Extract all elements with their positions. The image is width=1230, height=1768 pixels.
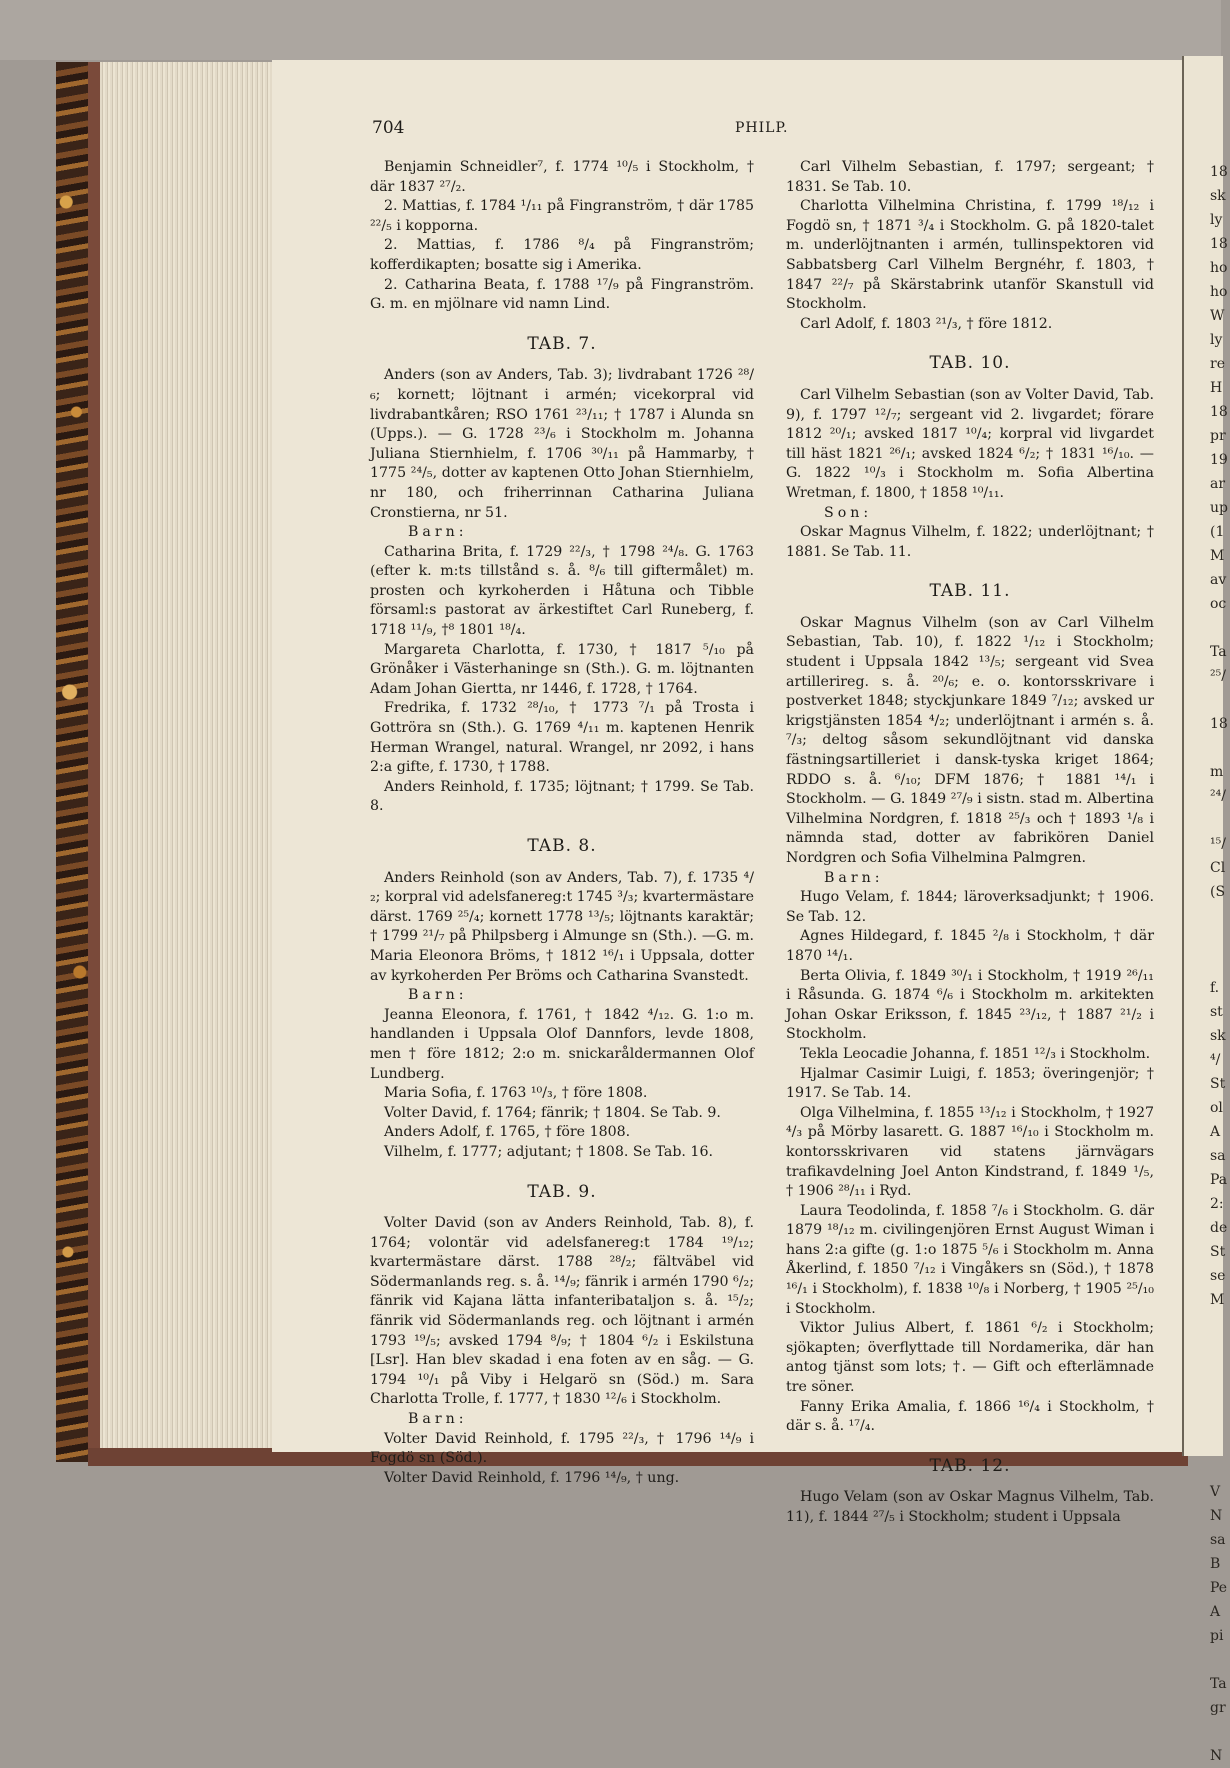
genealogy-entry: 2. Mattias, f. 1786 ⁸/₄ på Fingranström; kofferdikapten; bosatte sig i Amerika. bbox=[370, 237, 754, 273]
facing-page-fragment: ⁴/ bbox=[1210, 1052, 1221, 1068]
facing-page-fragment: Cl bbox=[1210, 860, 1226, 876]
facing-page-fragment bbox=[1210, 952, 1230, 976]
facing-page-fragment: sa bbox=[1210, 1532, 1226, 1548]
children-label: Barn: bbox=[824, 869, 884, 886]
genealogy-entry: Hugo Velam (son av Oskar Magnus Vilhelm, Tab. 11), f. 1844 ²⁷/₅ i Stockholm; student i Uppsala bbox=[786, 1489, 1154, 1525]
table-heading: TAB. 8. bbox=[527, 836, 597, 856]
genealogy-entry: Viktor Julius Albert, f. 1861 ⁶/₂ i Stockholm; sjökapten; överflyttade till Nordamerika, där han antog tjänst som lots; †. — Gift och efterlämnade tre söner. bbox=[786, 1320, 1154, 1396]
genealogy-entry: Vilhelm, f. 1777; adjutant; † 1808. Se Tab. 16. bbox=[384, 1143, 713, 1160]
facing-page-fragment: re bbox=[1210, 356, 1225, 372]
facing-page-fragment: sa bbox=[1210, 1148, 1226, 1164]
facing-page-fragment: av bbox=[1210, 572, 1227, 588]
facing-page-fragment: ly bbox=[1210, 332, 1223, 348]
facing-page-fragment: sk bbox=[1210, 1028, 1226, 1044]
genealogy-entry: 2. Catharina Beata, f. 1788 ¹⁷/₉ på Fingranström. G. m. en mjölnare vid namn Lind. bbox=[370, 276, 754, 313]
facing-page-fragment: Ta bbox=[1210, 1676, 1227, 1692]
genealogy-entry: Carl Vilhelm Sebastian (son av Volter David, Tab. 9), f. 1797 ¹²/₇; sergeant vid 2. livgardet; förare 1812 ²⁰/₁; avsked 1817 ¹⁰/₄; korpral vid livgardet till häst 1821 ²⁶/₁; avsked 1824 ⁶/₂; † 1831 ¹⁶/₁₀. — G. 1822 ¹⁰/₃ i Stockholm m. Sofia Albertina Wretman, f. 1800, † 1858 ¹⁰/₁₁. bbox=[786, 386, 1154, 501]
facing-page-fragment: oc bbox=[1210, 596, 1227, 612]
genealogy-entry: Anders (son av Anders, Tab. 3); livdrabant 1726 ²⁸/₆; kornett; löjtnant i armén; vicekorpral vid livdrabantkåren; RSO 1761 ²³/₁₁; † 1787 i Alunda sn (Upps.). — G. 1728 ²³/₆ i Stockholm m. Johanna Juliana Stiernhielm, f. 1706 ³⁰/₁₁ på Hammarby, † 1775 ²⁴/₅, dotter av kaptenen Otto Johan Stiernhielm, nr 180, och friherrinnan Catharina Juliana Cronstierna, nr 51. bbox=[370, 367, 754, 521]
genealogy-entry: Catharina Brita, f. 1729 ²²/₃, † 1798 ²⁴/₈. G. 1763 (efter k. m:ts tillstånd s. å. ⁸/₆ till giftermålet) m. prosten och kyrkoherden i Håtuna och Tibble församl:s pastorat av ärkestiftet Carl Runeberg, f. 1718 ¹¹/₉, †⁸ 1801 ¹⁸/₄. bbox=[370, 543, 754, 639]
genealogy-entry: Agnes Hildegard, f. 1845 ²/₈ i Stockholm, † där 1870 ¹⁴/₁. bbox=[786, 928, 1154, 964]
genealogy-entry: Oskar Magnus Vilhelm (son av Carl Vilhelm Sebastian, Tab. 10), f. 1822 ¹/₁₂ i Stockholm; student i Uppsala 1842 ¹³/₅; sergeant vid Svea artillerireg. s. å. ²⁰/₆; e. o. kontorsskrivare i postverket 1848; styckjunkare 1849 ⁷/₁₂; avsked ur krigstjänsten 1854 ⁴/₂; underlöjtnant i armén s. å. ⁷/₃; deltog såsom sekundlöjtnant vid danska fästningsartilleriet i dansk-tyska kriget 1864; RDDO s. å. ⁶/₁₀; DFM 1876; † 1881 ¹⁴/₁ i Stockholm. — G. 1849 ²⁷/₉ i sistn. stad m. Albertina Vilhelmina Nordgren, f. 1818 ²⁵/₃ och † 1893 ¹/₈ i nämnda stad, dotter av fabrikören Daniel Nordgren och Sofia Vilhelmina Palmgren. bbox=[786, 614, 1154, 866]
facing-page-fragment bbox=[1210, 688, 1230, 712]
facing-page-fragment: N bbox=[1210, 1508, 1223, 1524]
facing-page-fragment: ²⁴/ bbox=[1210, 788, 1226, 804]
right-text-column bbox=[786, 158, 1154, 1528]
facing-page-fragment bbox=[1210, 1312, 1230, 1336]
facing-page-fragment bbox=[1210, 904, 1230, 928]
children-label: Barn: bbox=[408, 524, 468, 541]
facing-page-fragment: ²⁵/ bbox=[1210, 668, 1226, 684]
facing-page-fragment: pi bbox=[1210, 1628, 1224, 1644]
facing-page-fragment: St bbox=[1210, 1244, 1226, 1260]
facing-page-fragment: 19 bbox=[1210, 452, 1228, 468]
genealogy-entry: Carl Adolf, f. 1803 ²¹/₃, † före 1812. bbox=[800, 315, 1053, 332]
genealogy-entry: Anders Reinhold (son av Anders, Tab. 7), f. 1735 ⁴/₂; korpral vid adelsfanereg:t 1745 ³/₃; kvartermästare därst. 1769 ²⁵/₄; kornett 1778 ¹³/₅; löjtnants karaktär; † 1799 ²¹/₇ på Philpsberg i Almunge sn (Sth.). —G. m. Maria Eleonora Bröms, † 1812 ¹⁶/₁ i Uppsala, dotter av kyrkoherden Per Bröms och Catharina Svanstedt. bbox=[370, 869, 754, 984]
facing-page-fragment bbox=[1210, 1360, 1230, 1384]
genealogy-entry: 2. Mattias, f. 1784 ¹/₁₁ på Fingranström, † där 1785 ²²/₅ i kopporna. bbox=[370, 198, 754, 234]
page-block-edges bbox=[100, 62, 272, 1450]
facing-page-fragment: ¹⁵/ bbox=[1210, 836, 1226, 852]
facing-page-fragment: (S bbox=[1210, 884, 1226, 900]
genealogy-entry: Volter David Reinhold, f. 1795 ²²/₃, † 1796 ¹⁴/₉ i Fogdö sn (Söd.). bbox=[370, 1430, 754, 1467]
facing-page-fragment bbox=[1210, 1384, 1230, 1408]
facing-page-fragment: (1 bbox=[1210, 524, 1225, 540]
facing-page-fragment: M bbox=[1210, 548, 1225, 564]
genealogy-entry: Berta Olivia, f. 1849 ³⁰/₁ i Stockholm, † 1919 ²⁶/₁₁ i Råsunda. G. 1874 ⁶/₆ i Stockholm m. arkitekten Johan Oskar Eriksson, f. 1845 ²³/₁₂, † 1887 ²¹/₂ i Stockholm. bbox=[786, 967, 1154, 1043]
genealogy-entry: Hjalmar Casimir Luigi, f. 1853; överingenjör; † 1917. Se Tab. 14. bbox=[786, 1065, 1154, 1102]
facing-page-fragment: A bbox=[1210, 1604, 1221, 1620]
facing-page-fragment: ol bbox=[1210, 1100, 1223, 1116]
genealogy-entry: Anders Reinhold, f. 1735; löjtnant; † 1799. Se Tab. 8. bbox=[370, 778, 754, 815]
running-title: PHILP. bbox=[735, 120, 789, 136]
facing-page-fragment: m bbox=[1210, 764, 1224, 780]
facing-page-fragment: de bbox=[1210, 1220, 1228, 1236]
table-heading: TAB. 11. bbox=[929, 581, 1011, 602]
genealogy-entry: Fredrika, f. 1732 ²⁸/₁₀, † 1773 ⁷/₁ på Trosta i Gottröra sn (Sth.). G. 1769 ⁴/₁₁ m. kaptenen Henrik Herman Wrangel, natural. Wrangel, nr 2092, i hans 2:a gifte, f. 1730, † 1788. bbox=[370, 700, 754, 776]
genealogy-entry: Fanny Erika Amalia, f. 1866 ¹⁶/₄ i Stockholm, † där s. å. ¹⁷/₄. bbox=[786, 1398, 1154, 1435]
facing-page-fragment bbox=[1210, 1336, 1230, 1360]
facing-page-fragment: H bbox=[1210, 380, 1223, 396]
table-heading: TAB. 7. bbox=[527, 333, 597, 354]
facing-page-fragment: St bbox=[1210, 1076, 1226, 1092]
facing-page-fragment: pr bbox=[1210, 428, 1226, 444]
genealogy-entry: Charlotta Vilhelmina Christina, f. 1799 ¹⁸/₁₂ i Fogdö sn, † 1871 ³/₄ i Stockholm. G. på 1820-talet m. underlöjtnanten i armén, tullinspektoren vid Sabbatsberg Carl Vilhelm Bergnéhr, f. 1803, † 1847 ²²/₇ på Skärstabrink utanför Skanstull vid Stockholm. bbox=[786, 198, 1154, 313]
genealogy-entry: Anders Adolf, f. 1765, † före 1808. bbox=[384, 1124, 631, 1141]
facing-page-fragment: st bbox=[1210, 1004, 1223, 1020]
marbled-book-spine bbox=[56, 62, 90, 1462]
facing-page-fragment bbox=[1210, 1432, 1230, 1456]
facing-page-fragment: f. bbox=[1210, 980, 1220, 996]
genealogy-entry: Volter David Reinhold, f. 1796 ¹⁴/₉, † ung. bbox=[384, 1469, 680, 1486]
facing-page-fragment: sk bbox=[1210, 188, 1226, 204]
table-heading: TAB. 12. bbox=[929, 1455, 1011, 1476]
facing-page-fragment: Pa bbox=[1210, 1172, 1228, 1188]
facing-page-fragment: 18 bbox=[1210, 236, 1228, 252]
genealogy-entry: Oskar Magnus Vilhelm, f. 1822; underlöjtnant; † 1881. Se Tab. 11. bbox=[786, 524, 1154, 560]
facing-page-fragment: A bbox=[1210, 1124, 1221, 1140]
table-heading: TAB. 10. bbox=[929, 353, 1011, 374]
genealogy-entry: Olga Vilhelmina, f. 1855 ¹³/₁₂ i Stockholm, † 1927 ⁴/₃ på Mörby lasarett. G. 1887 ¹⁶/₁₀ i Stockholm m. kontorsskrivaren vid statens järnvägars trafikavdelning Joel Anton Kindstrand, f. 1849 ¹/₅, † 1906 ²⁸/₁₁ i Ryd. bbox=[786, 1104, 1154, 1200]
facing-page-fragment bbox=[1210, 808, 1230, 832]
facing-page-fragment bbox=[1210, 736, 1230, 760]
facing-page-fragment: 18 bbox=[1210, 164, 1228, 180]
facing-page-fragment: Pe bbox=[1210, 1580, 1228, 1596]
facing-page-fragment: 18 bbox=[1210, 404, 1228, 420]
children-label: Barn: bbox=[408, 987, 468, 1004]
facing-page-fragment: se bbox=[1210, 1268, 1226, 1284]
facing-page-fragment: ly bbox=[1210, 212, 1223, 228]
facing-page-fragment bbox=[1210, 616, 1230, 640]
facing-page-fragment bbox=[1210, 1456, 1230, 1480]
facing-page-fragment: B bbox=[1210, 1556, 1221, 1572]
facing-page-fragment bbox=[1210, 1408, 1230, 1432]
children-label: Barn: bbox=[408, 1411, 468, 1428]
genealogy-entry: Laura Teodolinda, f. 1858 ⁷/₆ i Stockholm. G. där 1879 ¹⁸/₁₂ m. civilingenjören Ernst August Wiman i hans 2:a gifte (g. 1:o 1875 ⁵/₆ i Stockholm m. Anna Åkerlind, f. 1850 ⁷/₁₂ i Vingåkers sn (Söd.), † 1878 ¹⁶/₁ i Stockholm), f. 1838 ¹⁰/₈ i Norberg, † 1905 ²⁵/₁₀ i Stockholm. bbox=[786, 1202, 1154, 1317]
facing-page-fragment: ar bbox=[1210, 476, 1226, 492]
facing-page-fragment bbox=[1210, 928, 1230, 952]
facing-page-fragment: W bbox=[1210, 308, 1225, 324]
facing-page-fragment: up bbox=[1210, 500, 1228, 516]
facing-page-fragment: 2: bbox=[1210, 1196, 1224, 1212]
facing-page-fragment bbox=[1210, 1720, 1230, 1744]
left-text-column bbox=[370, 158, 754, 1488]
facing-page-fragment: N bbox=[1210, 1748, 1223, 1764]
genealogy-entry: Volter David, f. 1764; fänrik; † 1804. Se Tab. 9. bbox=[384, 1104, 721, 1121]
children-label: Son: bbox=[824, 504, 873, 521]
facing-page-fragment bbox=[1210, 1648, 1230, 1672]
genealogy-entry: Margareta Charlotta, f. 1730, † 1817 ⁵/₁₀ på Grönåker i Västerhaninge sn (Sth.). G. m. löjtnanten Adam Johan Giertta, nr 1446, f. 1728, † 1764. bbox=[370, 641, 754, 697]
genealogy-entry: Tekla Leocadie Johanna, f. 1851 ¹²/₃ i Stockholm. bbox=[800, 1045, 1151, 1062]
facing-page-fragment: ho bbox=[1210, 284, 1228, 300]
facing-page-fragment: 18 bbox=[1210, 716, 1228, 732]
background-top bbox=[0, 0, 1221, 60]
facing-page-fragment: V bbox=[1210, 1484, 1221, 1500]
facing-page-fragment: ho bbox=[1210, 260, 1228, 276]
table-heading: TAB. 9. bbox=[527, 1181, 597, 1202]
genealogy-entry: Jeanna Eleonora, f. 1761, † 1842 ⁴/₁₂. G. 1:o m. handlanden i Uppsala Olof Dannfors, levde 1808, men † före 1812; 2:o m. snickaråldermannen Olof Lundberg. bbox=[370, 1006, 754, 1082]
genealogy-entry: Carl Vilhelm Sebastian, f. 1797; sergeant; † 1831. Se Tab. 10. bbox=[786, 159, 1154, 195]
facing-page-fragment: M bbox=[1210, 1292, 1225, 1308]
page-number: 704 bbox=[372, 118, 405, 138]
genealogy-entry: Maria Sofia, f. 1763 ¹⁰/₃, † före 1808. bbox=[384, 1085, 648, 1102]
facing-page-fragment: Ta bbox=[1210, 644, 1227, 660]
facing-page-fragment: gr bbox=[1210, 1700, 1226, 1716]
genealogy-entry: Volter David (son av Anders Reinhold, Tab. 8), f. 1764; volontär vid adelsfanereg:t 1784 ¹⁹/₁₂; kvartermästare därst. 1788 ²⁸/₂; fältväbel vid Södermanlands reg. s. å. ¹⁴/₉; fänrik i armén 1790 ⁶/₂; fänrik vid Kajana lätta infanteribataljon s. å. ¹⁵/₂; fänrik vid Södermanlands reg. och löjtnant i armén 1793 ¹⁹/₅; avsked 1794 ⁸/₉; † 1804 ⁶/₂ i Eskilstuna [Lsr]. Han blev skadad i ena foten av en såg. — G. 1794 ¹⁰/₁ på Viby i Helgarö sn (Söd.) m. Sara Charlotta Trolle, f. 1777, † 1830 ¹²/₆ i Stockholm. bbox=[370, 1215, 754, 1408]
facing-page-text-fragments bbox=[1210, 160, 1230, 1768]
genealogy-entry: Benjamin Schneidler⁷, f. 1774 ¹⁰/₅ i Stockholm, † där 1837 ²⁷/₂. bbox=[370, 159, 754, 195]
genealogy-entry: Hugo Velam, f. 1844; läroverksadjunkt; † 1906. Se Tab. 12. bbox=[786, 889, 1154, 925]
